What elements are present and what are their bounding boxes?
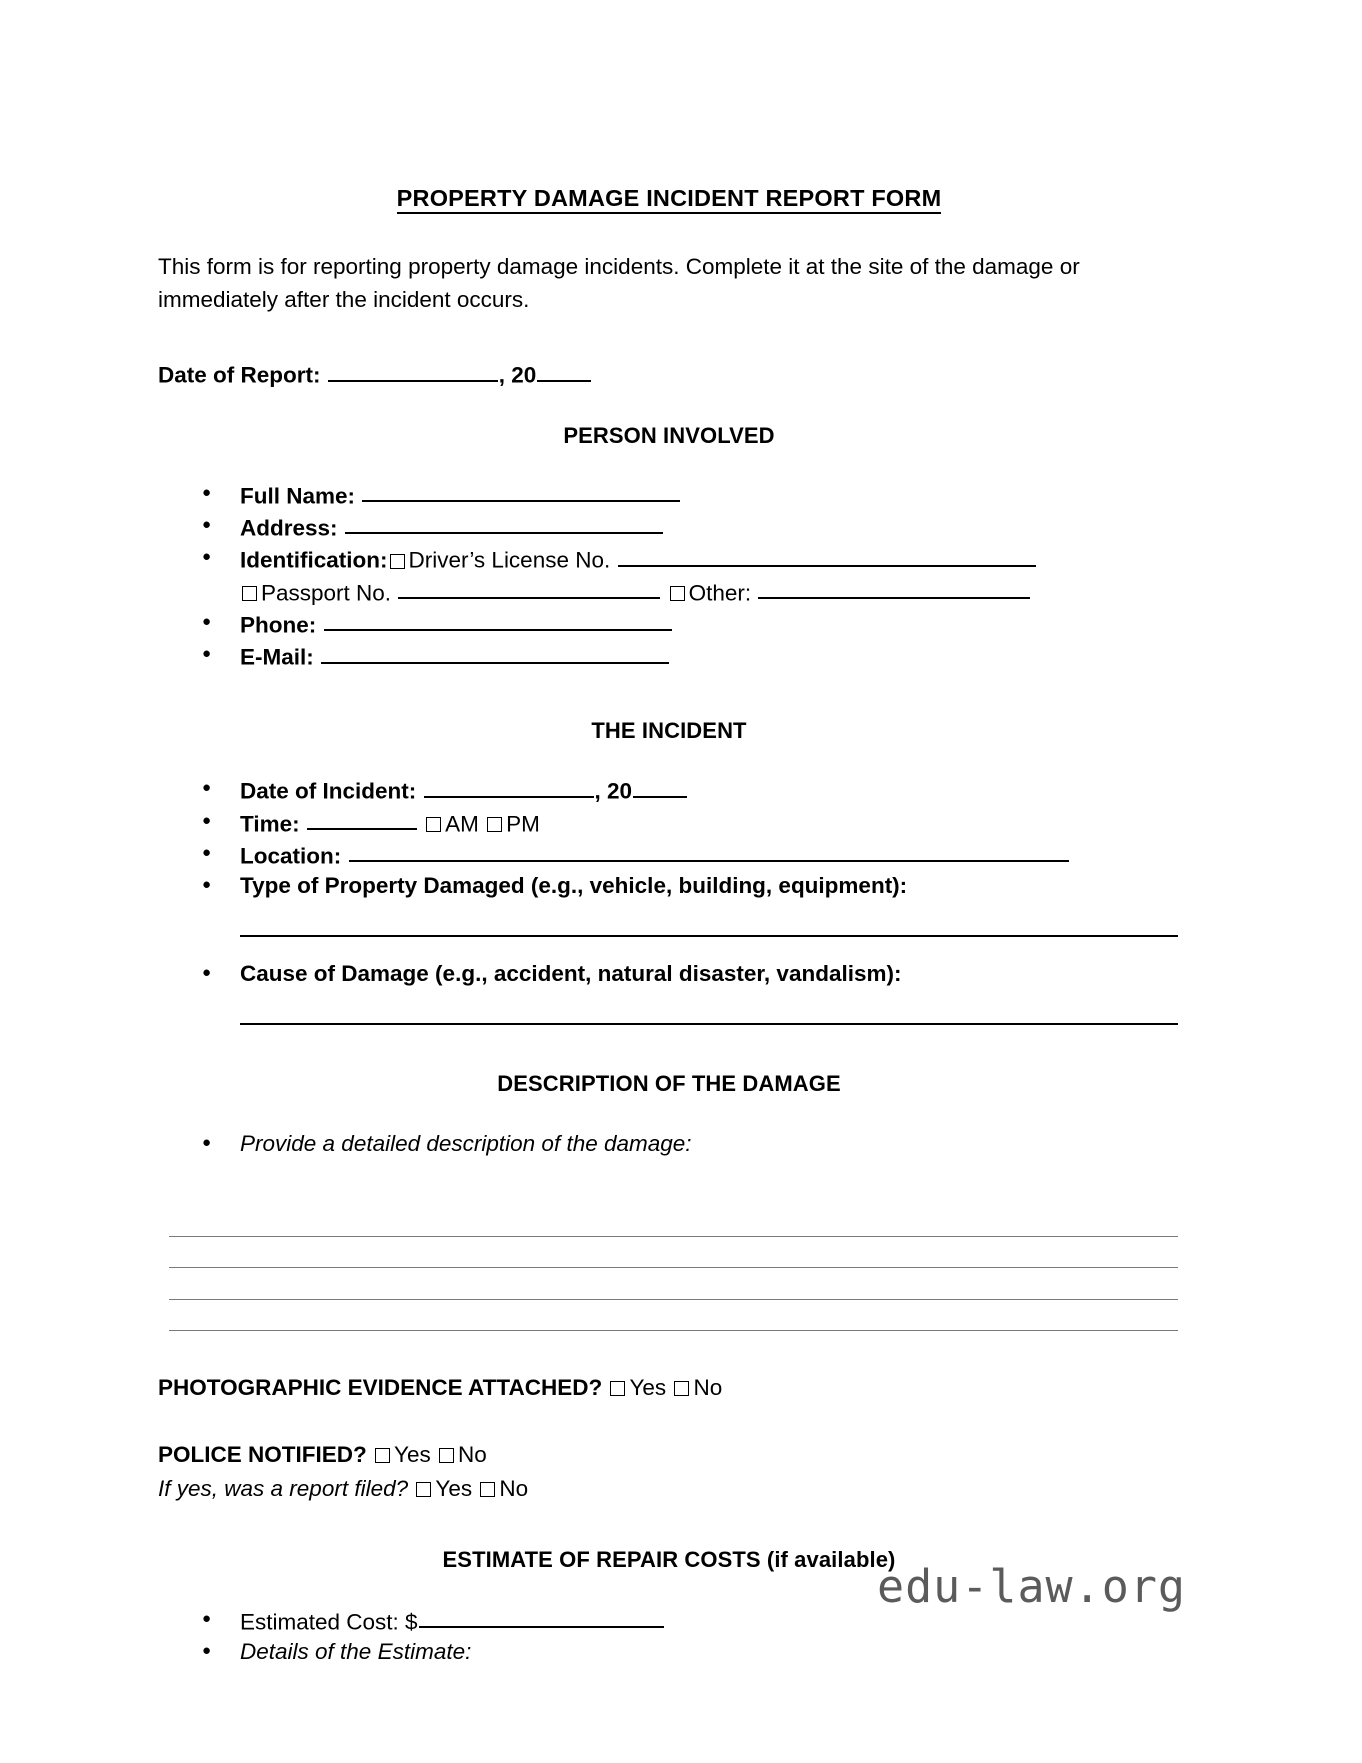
page-title-text: PROPERTY DAMAGE INCIDENT REPORT FORM	[397, 185, 942, 214]
photographic-evidence-label: PHOTOGRAPHIC EVIDENCE ATTACHED?	[158, 1375, 603, 1401]
checkbox-am[interactable]	[426, 817, 441, 832]
description-line-1[interactable]	[169, 1205, 1178, 1237]
description-answer-lines[interactable]	[169, 1205, 1178, 1331]
date-of-report-line	[158, 358, 1180, 388]
passport-label: Passport No.	[261, 579, 392, 605]
other-id-input[interactable]	[758, 576, 1030, 599]
photographic-evidence-question	[158, 1373, 1180, 1403]
description-line-4[interactable]	[169, 1300, 1178, 1332]
field-identification-second-row	[158, 576, 1180, 608]
estimated-cost-input[interactable]	[419, 1605, 664, 1628]
field-email	[158, 640, 1180, 672]
checkbox-police-notified-no[interactable]	[439, 1448, 454, 1463]
phone-input[interactable]	[324, 608, 672, 631]
field-date-of-incident	[158, 774, 1180, 806]
field-description-prompt	[158, 1129, 1180, 1159]
date-of-incident-month-day-input[interactable]	[424, 774, 594, 797]
checkbox-passport[interactable]	[242, 586, 257, 601]
report-filed-no-label: No	[499, 1476, 529, 1502]
police-report-filed-question	[158, 1474, 1180, 1504]
location-input[interactable]	[349, 839, 1069, 862]
field-identification	[158, 543, 1180, 575]
document-content	[158, 0, 1180, 1667]
field-full-name	[158, 479, 1180, 511]
checkbox-drivers-license[interactable]	[390, 554, 405, 569]
date-of-report-year-prefix: , 20	[498, 362, 537, 388]
field-cause-of-damage	[158, 959, 1180, 989]
full-name-input[interactable]	[362, 479, 680, 502]
description-prompt-list	[158, 1129, 1180, 1159]
checkbox-photo-evidence-yes[interactable]	[610, 1381, 625, 1396]
police-report-filed-label: If yes, was a report filed?	[158, 1476, 409, 1502]
intro-paragraph: This form is for reporting property damage incidents. Complete it at the site of the damage or immediately after the incident occurs.	[158, 254, 1080, 313]
field-type-of-property	[158, 871, 1180, 901]
checkbox-report-filed-no[interactable]	[480, 1482, 495, 1497]
drivers-license-label: Driver’s License No.	[408, 547, 611, 573]
police-notified-question	[158, 1440, 1180, 1470]
date-of-report-month-day-field[interactable]	[328, 358, 498, 381]
the-incident-list	[158, 774, 1180, 901]
type-of-property-label: Type of Property Damaged (e.g., vehicle, building, equipment):	[240, 873, 908, 899]
police-notified-label: POLICE NOTIFIED?	[158, 1442, 367, 1468]
time-label: Time:	[240, 811, 300, 837]
am-label: AM	[445, 811, 479, 837]
section-heading-person-involved: PERSON INVOLVED	[563, 422, 775, 448]
drivers-license-input[interactable]	[618, 543, 1036, 566]
section-heading-estimate-of-repair-costs: ESTIMATE OF REPAIR COSTS (if available)	[442, 1546, 896, 1572]
email-label: E-Mail:	[240, 644, 314, 670]
field-address	[158, 511, 1180, 543]
estimate-list	[158, 1605, 1180, 1667]
time-input[interactable]	[307, 807, 417, 830]
pm-label: PM	[506, 811, 540, 837]
cause-of-damage-label: Cause of Damage (e.g., accident, natural disaster, vandalism):	[240, 961, 902, 987]
checkbox-police-notified-yes[interactable]	[375, 1448, 390, 1463]
description-prompt-label: Provide a detailed description of the damage:	[240, 1131, 692, 1157]
passport-input[interactable]	[398, 576, 660, 599]
cause-of-damage-list	[158, 959, 1180, 989]
checkbox-other-id[interactable]	[670, 586, 685, 601]
identification-label: Identification:	[240, 547, 388, 573]
date-of-report-year-field[interactable]	[537, 358, 591, 381]
person-involved-list	[158, 479, 1180, 673]
checkbox-photo-evidence-no[interactable]	[674, 1381, 689, 1396]
checkbox-report-filed-yes[interactable]	[416, 1482, 431, 1497]
field-location	[158, 839, 1180, 871]
address-input[interactable]	[345, 511, 663, 534]
type-of-property-input[interactable]	[240, 935, 1178, 937]
email-input[interactable]	[321, 640, 669, 663]
estimated-cost-label: Estimated Cost: $	[240, 1608, 418, 1634]
field-phone	[158, 608, 1180, 640]
date-of-incident-year-input[interactable]	[633, 774, 687, 797]
police-notified-no-label: No	[458, 1442, 487, 1468]
site-watermark: edu-law.org	[876, 1560, 1186, 1613]
date-of-report-label: Date of Report:	[158, 362, 321, 388]
date-of-incident-year-prefix: , 20	[594, 778, 633, 804]
estimate-details-label: Details of the Estimate:	[240, 1638, 472, 1664]
other-id-label: Other:	[688, 579, 752, 605]
page-title	[158, 184, 1180, 212]
description-line-3[interactable]	[169, 1268, 1178, 1300]
phone-label: Phone:	[240, 612, 317, 638]
police-notified-yes-label: Yes	[394, 1442, 431, 1468]
date-of-incident-label: Date of Incident:	[240, 778, 417, 804]
report-filed-yes-label: Yes	[435, 1476, 473, 1502]
full-name-label: Full Name:	[240, 483, 356, 509]
address-label: Address:	[240, 515, 338, 541]
photo-evidence-yes-label: Yes	[629, 1375, 667, 1401]
section-heading-description-of-damage: DESCRIPTION OF THE DAMAGE	[497, 1071, 841, 1097]
field-estimate-details	[158, 1637, 1180, 1667]
checkbox-pm[interactable]	[487, 817, 502, 832]
field-time	[158, 807, 1180, 839]
photo-evidence-no-label: No	[693, 1375, 723, 1401]
description-line-2[interactable]	[169, 1237, 1178, 1269]
cause-of-damage-input[interactable]	[240, 1023, 1178, 1025]
section-heading-the-incident: THE INCIDENT	[591, 718, 747, 744]
location-label: Location:	[240, 843, 342, 869]
